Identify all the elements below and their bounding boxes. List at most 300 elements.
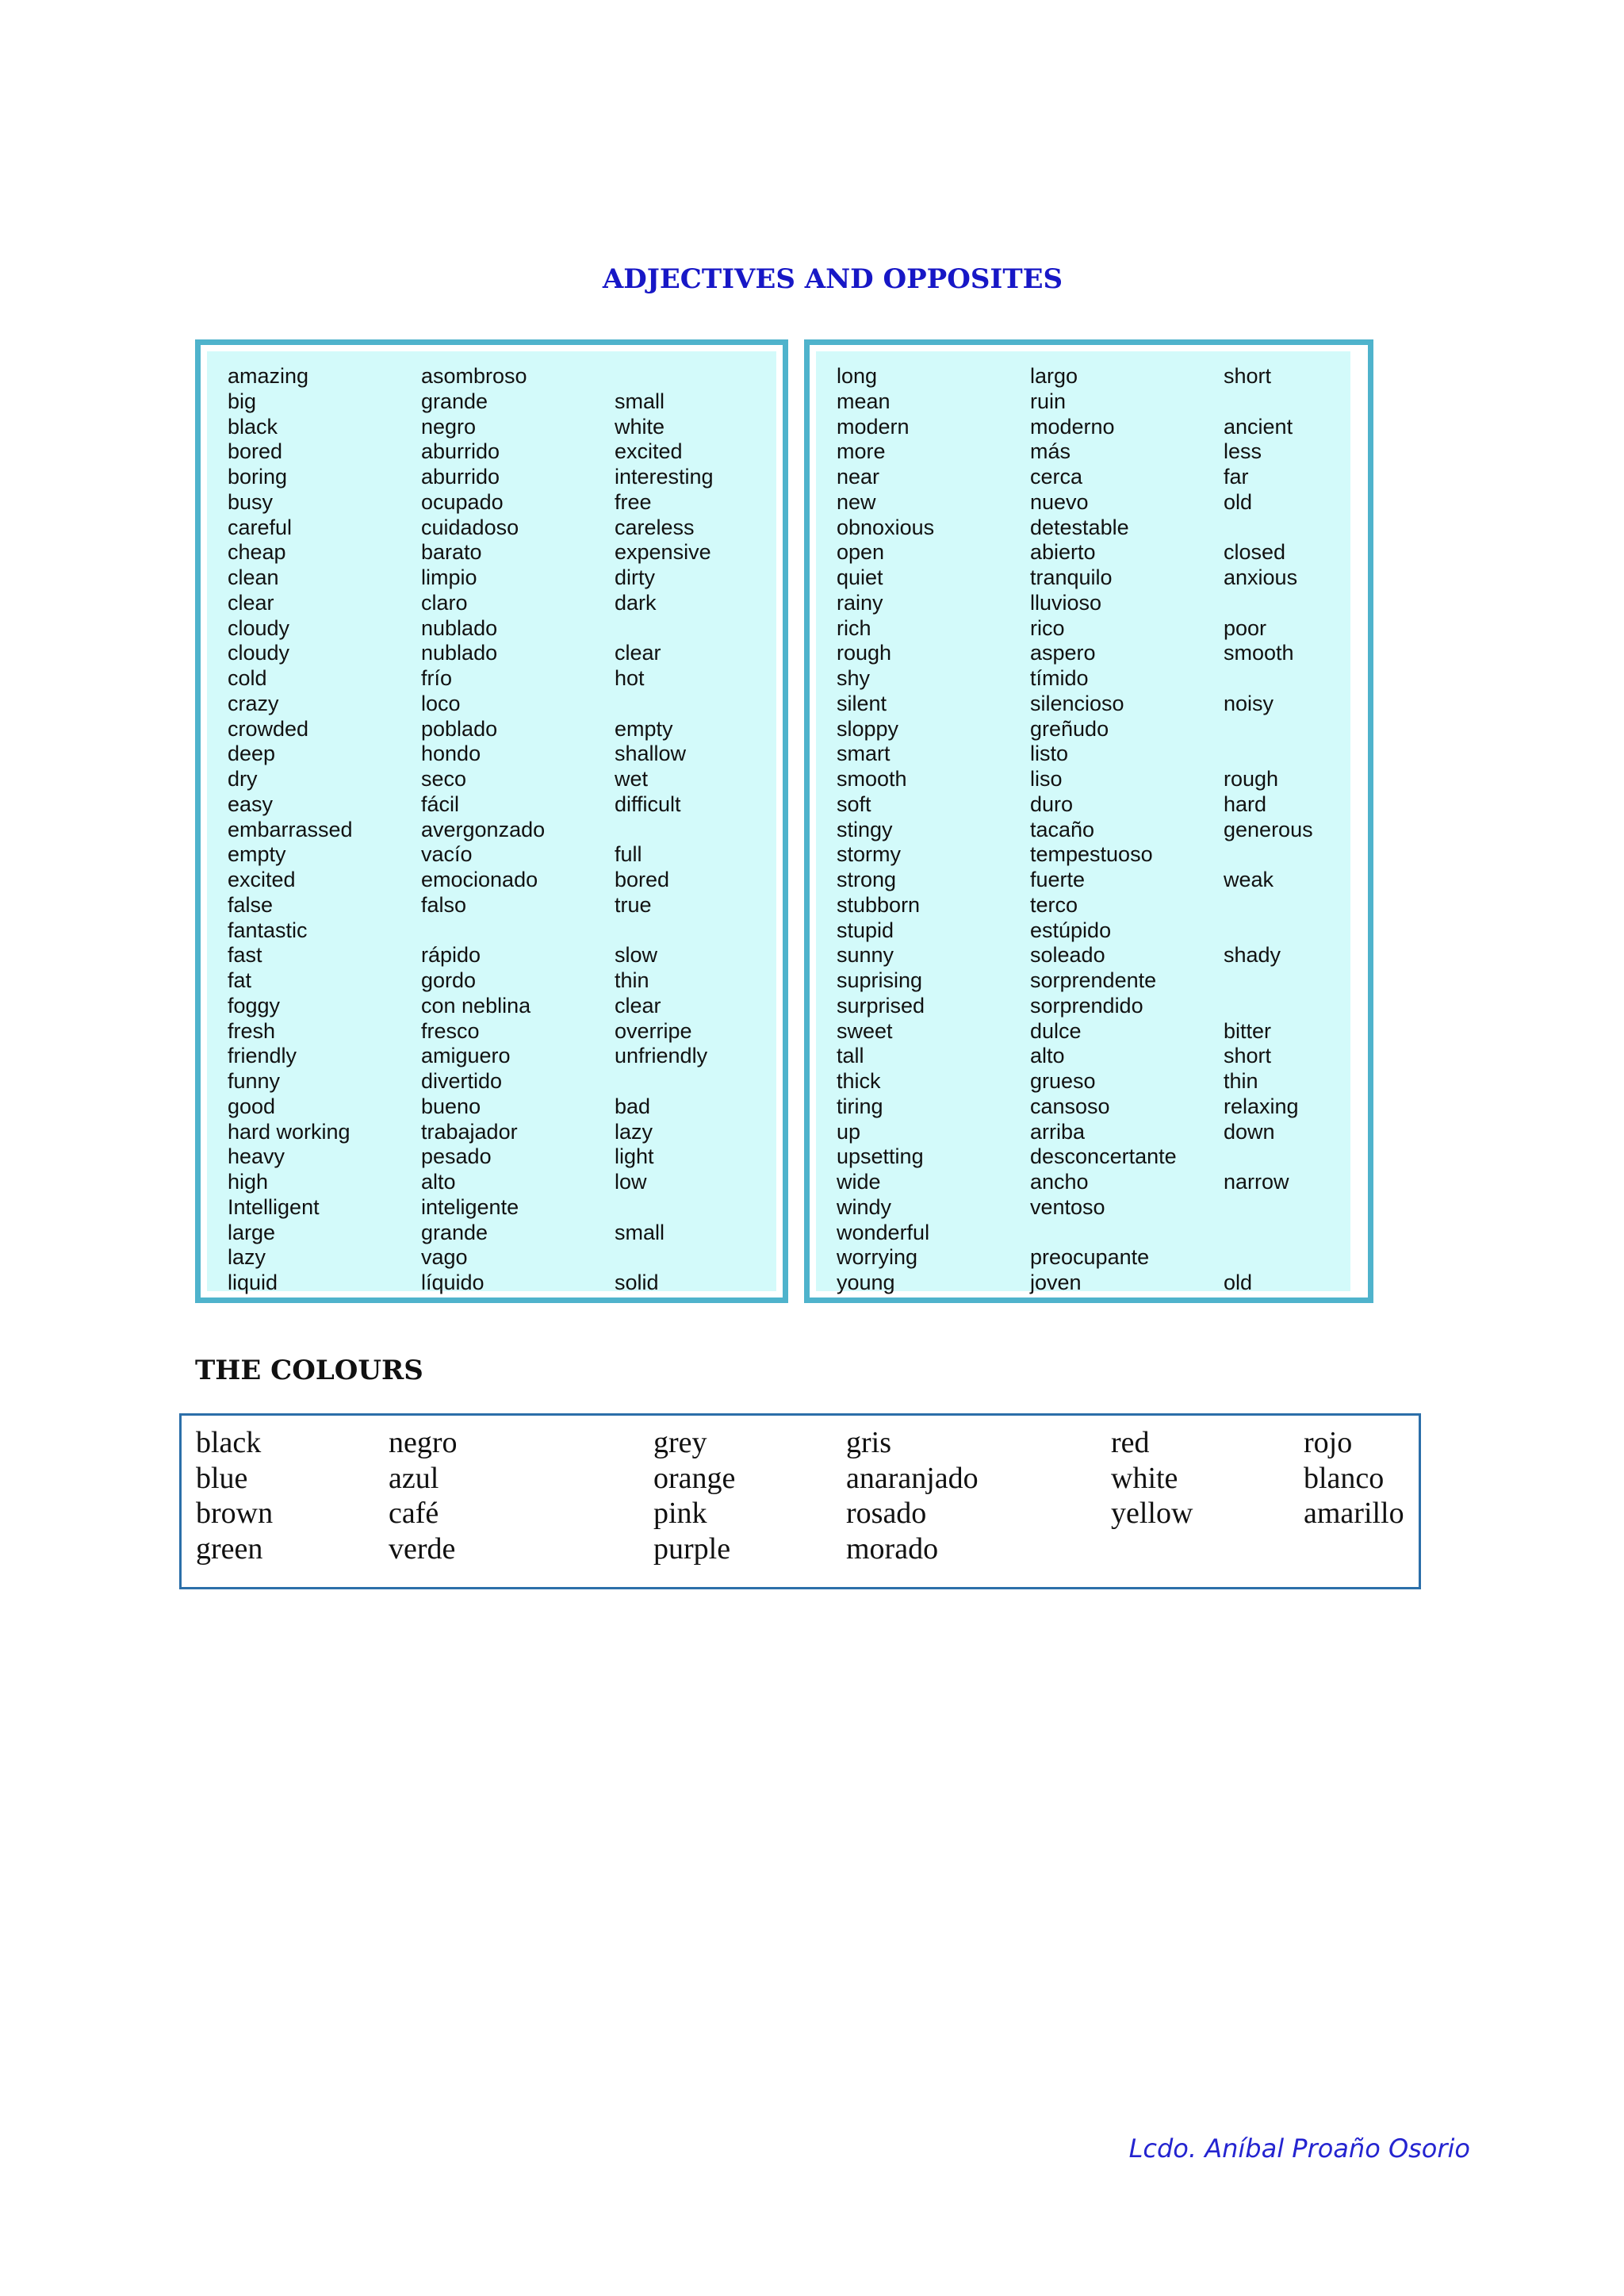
translation-cell: desconcertante (1030, 1144, 1177, 1169)
adjective-cell: dry (228, 767, 258, 791)
table-row (228, 1271, 776, 1296)
opposite-cell: careless (615, 515, 695, 539)
colour-spanish-cell: azul (389, 1461, 439, 1495)
translation-cell: tacaño (1030, 817, 1095, 841)
adjective-cell: empty (228, 842, 286, 867)
adjective-cell: suprising (837, 968, 923, 992)
table-row (837, 1094, 1350, 1120)
colours-rows (196, 1425, 1415, 1566)
translation-cell: divertido (421, 1069, 503, 1093)
table-row (837, 591, 1350, 616)
translation-cell: sorprendente (1030, 968, 1157, 992)
translation-cell: cerca (1030, 465, 1083, 489)
table-row (837, 490, 1350, 516)
table-row (228, 439, 776, 465)
table-row (837, 389, 1350, 415)
adjective-cell: friendly (228, 1044, 297, 1068)
table-row (837, 918, 1350, 944)
opposite-cell: bitter (1224, 1018, 1272, 1043)
table-row (837, 666, 1350, 692)
adjective-cell: amazing (228, 364, 309, 388)
translation-cell: detestable (1030, 515, 1129, 539)
colour-english-cell: white (1111, 1461, 1178, 1495)
translation-cell: tempestuoso (1030, 842, 1153, 867)
adjective-cell: cold (228, 666, 267, 690)
opposite-cell: true (615, 892, 652, 917)
adjective-cell: fat (228, 968, 252, 992)
opposite-cell: thin (615, 968, 649, 992)
adjective-cell: worrying (837, 1245, 918, 1270)
opposite-cell: slow (615, 943, 658, 968)
colour-spanish-cell: rosado (846, 1497, 927, 1530)
adjective-cell: clear (228, 590, 274, 615)
adjective-cell: excited (228, 868, 296, 891)
adjective-cell: tiring (837, 1094, 883, 1118)
translation-cell: greñudo (1030, 716, 1109, 741)
adjective-cell: fast (228, 943, 262, 968)
translation-cell: inteligente (421, 1194, 519, 1219)
adjective-cell: open (837, 540, 885, 565)
adjective-cell: sloppy (837, 716, 899, 741)
adjective-cell: stormy (837, 842, 901, 867)
adjective-cell: crowded (228, 716, 309, 741)
translation-cell: limpio (421, 565, 477, 589)
translation-cell: loco (421, 691, 461, 715)
colour-spanish-cell: verde (389, 1531, 456, 1566)
colour-english-cell: red (1111, 1426, 1150, 1459)
adjective-cell: up (837, 1119, 861, 1144)
adjectives-rows-left (228, 364, 776, 1296)
translation-cell: poblado (421, 716, 498, 741)
table-row (196, 1425, 1415, 1461)
opposite-cell: bad (615, 1094, 651, 1118)
colour-spanish-cell: rojo (1304, 1426, 1353, 1459)
table-row (837, 439, 1350, 465)
table-row (228, 1221, 776, 1246)
opposite-cell: noisy (1224, 691, 1274, 715)
adjective-cell: sweet (837, 1018, 893, 1043)
adjective-cell: Intelligent (228, 1194, 320, 1219)
translation-cell: vago (421, 1245, 468, 1270)
translation-cell: fresco (421, 1018, 480, 1043)
translation-cell: nublado (421, 641, 498, 665)
opposite-cell: interesting (615, 465, 714, 489)
table-row (837, 1144, 1350, 1170)
colour-english-cell: orange (653, 1461, 736, 1495)
colour-english-cell: yellow (1111, 1497, 1193, 1530)
table-row (228, 692, 776, 717)
table-row (837, 792, 1350, 818)
adjective-cell: soft (837, 792, 871, 816)
opposite-cell: free (615, 489, 652, 514)
adjective-cell: wide (837, 1170, 881, 1194)
opposite-cell: short (1224, 1044, 1272, 1068)
translation-cell: duro (1030, 792, 1074, 816)
adjectives-rows-right (837, 364, 1350, 1296)
opposite-cell: smooth (1224, 641, 1294, 665)
translation-cell: claro (421, 590, 468, 615)
colours-table (179, 1413, 1421, 1589)
adjective-cell: sunny (837, 943, 894, 968)
translation-cell: rápido (421, 943, 481, 968)
table-row (228, 565, 776, 591)
adjective-cell: modern (837, 414, 910, 439)
colour-english-cell: pink (653, 1497, 707, 1530)
opposite-cell: down (1224, 1119, 1275, 1144)
table-row (837, 1044, 1350, 1069)
translation-cell: abierto (1030, 540, 1096, 565)
translation-cell: trabajador (421, 1119, 518, 1144)
table-row (837, 1221, 1350, 1246)
translation-cell: terco (1030, 892, 1078, 917)
adjective-cell: false (228, 892, 274, 917)
opposite-cell: low (615, 1170, 647, 1194)
opposite-cell: short (1224, 364, 1272, 388)
translation-cell: sorprendido (1030, 993, 1143, 1018)
translation-cell: pesado (421, 1144, 492, 1169)
table-row (228, 1195, 776, 1221)
table-row (837, 1195, 1350, 1221)
table-row (228, 1245, 776, 1271)
translation-cell: nublado (421, 615, 498, 640)
table-row (228, 591, 776, 616)
adjective-cell: easy (228, 792, 274, 816)
opposite-cell: clear (615, 641, 661, 665)
table-row (228, 490, 776, 516)
adjective-cell: surprised (837, 993, 925, 1018)
translation-cell: ocupado (421, 489, 504, 514)
table-row (228, 868, 776, 893)
opposite-cell: white (615, 414, 665, 439)
translation-cell: tranquilo (1030, 565, 1113, 589)
translation-cell: ancho (1030, 1170, 1089, 1194)
colour-english-cell: brown (196, 1497, 274, 1530)
adjectives-table-left-fill (207, 351, 776, 1294)
opposite-cell: poor (1224, 615, 1267, 640)
table-row (196, 1461, 1415, 1497)
translation-cell: grande (421, 1220, 488, 1244)
table-row (837, 465, 1350, 490)
adjective-cell: stupid (837, 918, 894, 942)
translation-cell: falso (421, 892, 467, 917)
table-row (228, 1069, 776, 1094)
table-row (837, 868, 1350, 893)
adjective-cell: tall (837, 1044, 864, 1068)
table-row (837, 842, 1350, 868)
translation-cell: ventoso (1030, 1194, 1105, 1219)
table-row (837, 1069, 1350, 1094)
table-row (228, 1094, 776, 1120)
table-row (837, 818, 1350, 843)
adjective-cell: embarrassed (228, 817, 353, 841)
table-row (837, 364, 1350, 389)
table-row (228, 516, 776, 541)
adjective-cell: rainy (837, 590, 883, 615)
adjectives-table-right-fill (816, 351, 1350, 1294)
table-row (837, 516, 1350, 541)
opposite-cell: expensive (615, 540, 711, 565)
colour-spanish-cell: anaranjado (846, 1461, 979, 1495)
opposite-cell: shady (1224, 943, 1281, 968)
adjective-cell: young (837, 1271, 895, 1294)
adjective-cell: big (228, 389, 257, 413)
translation-cell: tímido (1030, 666, 1089, 690)
translation-cell: fácil (421, 792, 460, 816)
translation-cell: amiguero (421, 1044, 511, 1068)
opposite-cell: shallow (615, 742, 687, 766)
table-row (837, 1019, 1350, 1045)
translation-cell: liso (1030, 767, 1063, 791)
translation-cell: con neblina (421, 993, 531, 1018)
table-row (228, 893, 776, 918)
opposite-cell: clear (615, 993, 661, 1018)
opposite-cell: overripe (615, 1018, 692, 1043)
translation-cell: preocupante (1030, 1245, 1150, 1270)
adjective-cell: fresh (228, 1018, 276, 1043)
table-row (228, 641, 776, 666)
adjective-cell: strong (837, 868, 897, 891)
table-row (837, 540, 1350, 565)
translation-cell: aburrido (421, 439, 500, 464)
translation-cell: cansoso (1030, 1094, 1110, 1118)
adjective-cell: near (837, 465, 880, 489)
adjective-cell: good (228, 1094, 276, 1118)
adjective-cell: lazy (228, 1245, 266, 1270)
translation-cell: moderno (1030, 414, 1115, 439)
opposite-cell: dark (615, 590, 657, 615)
adjectives-table-right (804, 339, 1373, 1303)
translation-cell: joven (1030, 1271, 1082, 1294)
table-row (228, 792, 776, 818)
opposite-cell: rough (1224, 767, 1279, 791)
opposite-cell: full (615, 842, 642, 867)
adjective-cell: liquid (228, 1271, 278, 1294)
translation-cell: estúpido (1030, 918, 1112, 942)
opposite-cell: dirty (615, 565, 656, 589)
colours-heading: THE COLOURS (195, 1355, 423, 1386)
translation-cell: vacío (421, 842, 473, 867)
adjective-cell: obnoxious (837, 515, 935, 539)
translation-cell: aspero (1030, 641, 1096, 665)
translation-cell: avergonzado (421, 817, 546, 841)
opposite-cell: unfriendly (615, 1044, 708, 1068)
table-row (837, 616, 1350, 642)
adjective-cell: rich (837, 615, 871, 640)
table-row (228, 389, 776, 415)
colour-spanish-cell: gris (846, 1426, 891, 1459)
translation-cell: frío (421, 666, 453, 690)
colour-spanish-cell: amarillo (1304, 1497, 1404, 1530)
table-row (228, 364, 776, 389)
table-row (837, 1170, 1350, 1195)
opposite-cell: small (615, 1220, 665, 1244)
table-row (228, 1044, 776, 1069)
translation-cell: cuidadoso (421, 515, 519, 539)
adjective-cell: smart (837, 742, 891, 766)
translation-cell: alto (1030, 1044, 1065, 1068)
adjectives-table-left (195, 339, 788, 1303)
translation-cell: listo (1030, 742, 1069, 766)
table-row (837, 692, 1350, 717)
translation-cell: grueso (1030, 1069, 1096, 1093)
opposite-cell: anxious (1224, 565, 1298, 589)
translation-cell: dulce (1030, 1018, 1082, 1043)
opposite-cell: old (1224, 489, 1253, 514)
table-row (837, 767, 1350, 792)
colour-spanish-cell: negro (389, 1426, 458, 1459)
page-title: ADJECTIVES AND OPPOSITES (602, 263, 1063, 295)
opposite-cell: small (615, 389, 665, 413)
table-row (228, 616, 776, 642)
opposite-cell: relaxing (1224, 1094, 1299, 1118)
translation-cell: líquido (421, 1271, 485, 1294)
adjective-cell: cloudy (228, 641, 290, 665)
adjective-cell: cloudy (228, 615, 290, 640)
opposite-cell: hard (1224, 792, 1267, 816)
table-row (228, 1120, 776, 1145)
opposite-cell: difficult (615, 792, 681, 816)
opposite-cell: ancient (1224, 414, 1293, 439)
adjective-cell: mean (837, 389, 891, 413)
opposite-cell: bored (615, 868, 670, 891)
translation-cell: fuerte (1030, 868, 1086, 891)
translation-cell: alto (421, 1170, 456, 1194)
opposite-cell: thin (1224, 1069, 1258, 1093)
adjective-cell: stubborn (837, 892, 921, 917)
adjective-cell: shy (837, 666, 871, 690)
adjective-cell: cheap (228, 540, 286, 565)
translation-cell: gordo (421, 968, 477, 992)
table-row (837, 717, 1350, 742)
adjective-cell: stingy (837, 817, 893, 841)
opposite-cell: empty (615, 716, 673, 741)
adjective-cell: high (228, 1170, 269, 1194)
table-row (228, 415, 776, 440)
opposite-cell: light (615, 1144, 654, 1169)
table-row (228, 1170, 776, 1195)
adjective-cell: deep (228, 742, 276, 766)
table-row (837, 742, 1350, 767)
translation-cell: más (1030, 439, 1071, 464)
colour-spanish-cell: morado (846, 1531, 939, 1566)
adjective-cell: funny (228, 1069, 281, 1093)
table-row (837, 994, 1350, 1019)
adjective-cell: crazy (228, 691, 279, 715)
table-row (196, 1531, 1415, 1567)
adjective-cell: quiet (837, 565, 883, 589)
adjective-cell: fantastic (228, 918, 308, 942)
opposite-cell: excited (615, 439, 683, 464)
translation-cell: seco (421, 767, 467, 791)
adjective-cell: hard working (228, 1119, 350, 1144)
table-row (228, 918, 776, 944)
table-row (837, 893, 1350, 918)
colour-english-cell: grey (653, 1426, 707, 1459)
opposite-cell: weak (1224, 868, 1274, 891)
opposite-cell: hot (615, 666, 645, 690)
translation-cell: nuevo (1030, 489, 1089, 514)
opposite-cell: narrow (1224, 1170, 1289, 1194)
table-row (228, 994, 776, 1019)
opposite-cell: old (1224, 1271, 1253, 1294)
translation-cell: rico (1030, 615, 1065, 640)
colour-english-cell: black (196, 1426, 262, 1459)
table-row (228, 767, 776, 792)
table-row (837, 1120, 1350, 1145)
adjective-cell: rough (837, 641, 892, 665)
translation-cell: silencioso (1030, 691, 1124, 715)
table-row (837, 968, 1350, 994)
translation-cell: arriba (1030, 1119, 1086, 1144)
colour-spanish-cell: café (389, 1497, 439, 1530)
adjective-cell: new (837, 489, 876, 514)
table-row (228, 842, 776, 868)
table-row (228, 742, 776, 767)
adjective-cell: careful (228, 515, 293, 539)
translation-cell: aburrido (421, 465, 500, 489)
table-row (837, 565, 1350, 591)
adjective-cell: smooth (837, 767, 907, 791)
translation-cell: soleado (1030, 943, 1105, 968)
opposite-cell: lazy (615, 1119, 653, 1144)
adjective-cell: heavy (228, 1144, 285, 1169)
adjective-cell: wonderful (837, 1220, 930, 1244)
opposite-cell: solid (615, 1271, 659, 1294)
colour-english-cell: blue (196, 1461, 248, 1495)
adjective-cell: long (837, 364, 878, 388)
table-row (228, 968, 776, 994)
adjective-cell: silent (837, 691, 887, 715)
translation-cell: emocionado (421, 868, 538, 891)
translation-cell: largo (1030, 364, 1078, 388)
adjective-cell: clean (228, 565, 279, 589)
adjective-cell: large (228, 1220, 276, 1244)
translation-cell: lluvioso (1030, 590, 1102, 615)
table-row (837, 1245, 1350, 1271)
table-row (228, 465, 776, 490)
adjective-cell: bored (228, 439, 283, 464)
table-row (196, 1496, 1415, 1531)
adjective-cell: upsetting (837, 1144, 924, 1169)
table-row (837, 415, 1350, 440)
opposite-cell: closed (1224, 540, 1286, 565)
opposite-cell: wet (615, 767, 649, 791)
colour-spanish-cell: blanco (1304, 1461, 1385, 1495)
translation-cell: ruin (1030, 389, 1067, 413)
table-row (228, 818, 776, 843)
opposite-cell: far (1224, 465, 1249, 489)
adjective-cell: foggy (228, 993, 281, 1018)
table-row (837, 641, 1350, 666)
opposite-cell: generous (1224, 817, 1313, 841)
opposite-cell: less (1224, 439, 1262, 464)
adjective-cell: more (837, 439, 886, 464)
table-row (837, 1271, 1350, 1296)
adjective-cell: black (228, 414, 278, 439)
translation-cell: grande (421, 389, 488, 413)
translation-cell: negro (421, 414, 477, 439)
adjective-cell: busy (228, 489, 274, 514)
table-row (228, 1019, 776, 1045)
table-row (228, 943, 776, 968)
translation-cell: barato (421, 540, 482, 565)
table-row (228, 666, 776, 692)
table-row (228, 717, 776, 742)
adjective-cell: windy (837, 1194, 892, 1219)
adjective-cell: boring (228, 465, 288, 489)
colour-english-cell: purple (653, 1531, 731, 1566)
adjective-cell: thick (837, 1069, 881, 1093)
